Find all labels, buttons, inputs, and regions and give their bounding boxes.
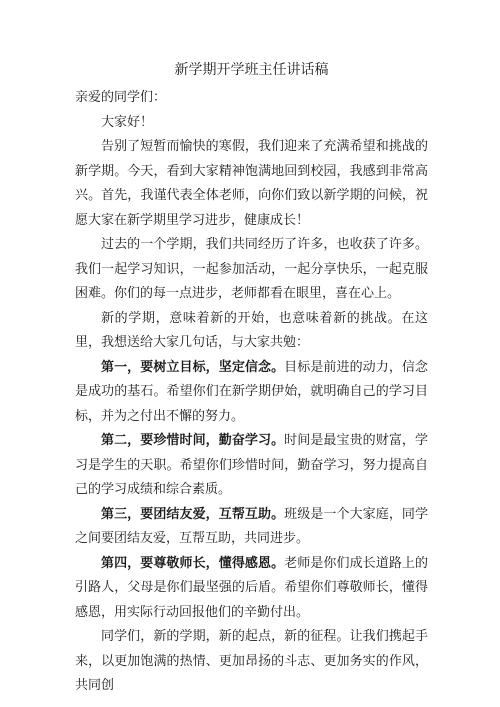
paragraph-text: 班级是一个大家庭，同学之间要团结友爱，互帮互助，共同进步。 <box>75 506 428 546</box>
point-heading: 第三，要团结友爱，互帮互助。 <box>101 506 285 522</box>
paragraph-review <box>75 233 428 307</box>
paragraph-text: 新的学期，意味着新的开始，也意味着新的挑战。在这里，我想送给大家几句话，与大家共勉： <box>75 310 428 350</box>
salutation: 亲爱的同学们： <box>75 90 167 105</box>
paragraph-new-term <box>75 307 428 356</box>
paragraph-text: 告别了短暂而愉快的寒假，我们迎来了充满希望和挑战的新学期。今天，看到大家精神饱满地回到校园，我感到非常高兴。首先，我谨代表全体老师，向你们致以新学期的问候，祝愿大家在新学期里学习进步，健康成长！ <box>75 139 428 228</box>
point-heading: 第一，要树立目标，坚定信念。 <box>101 359 285 375</box>
document-title: 新学期开学班主任讲话稿 <box>174 62 329 78</box>
paragraph-point-2 <box>75 429 428 503</box>
paragraph-closing <box>75 625 428 699</box>
point-heading: 第二，要珍惜时间，勤奋学习。 <box>101 433 285 448</box>
paragraph-point-1 <box>75 356 428 430</box>
greeting: 大家好！ <box>101 114 154 130</box>
paragraph-text: 目标是前进的动力，信念是成功的基石。希望你们在新学期伊始，就明确自己的学习目标，并为之付出不懈的努力。 <box>75 359 428 424</box>
point-heading: 第四，要尊敬师长，懂得感恩。 <box>101 555 285 571</box>
paragraph-intro <box>75 135 428 233</box>
paragraph-point-4 <box>75 552 428 626</box>
paragraph-text: 时间是最宝贵的财富，学习是学生的天职。希望你们珍惜时间，勤奋学习，努力提高自己的学习成绩和综合素质。 <box>75 433 428 497</box>
paragraph-text: 同学们，新的学期，新的起点，新的征程。让我们携起手来，以更加饱满的热情、更加昂扬的斗志、更加务实的作风，共同创 <box>75 629 428 693</box>
paragraph-point-3 <box>75 503 428 552</box>
paragraph-text: 老师是你们成长道路上的引路人，父母是你们最坚强的后盾。希望你们尊敬师长，懂得感恩，用实际行动回报他们的辛勤付出。 <box>75 555 428 620</box>
paragraph-text: 过去的一个学期，我们共同经历了许多，也收获了许多。我们一起学习知识，一起参加活动，一起分享快乐，一起克服困难。你们的每一点进步，老师都看在眼里，喜在心上。 <box>75 237 428 301</box>
